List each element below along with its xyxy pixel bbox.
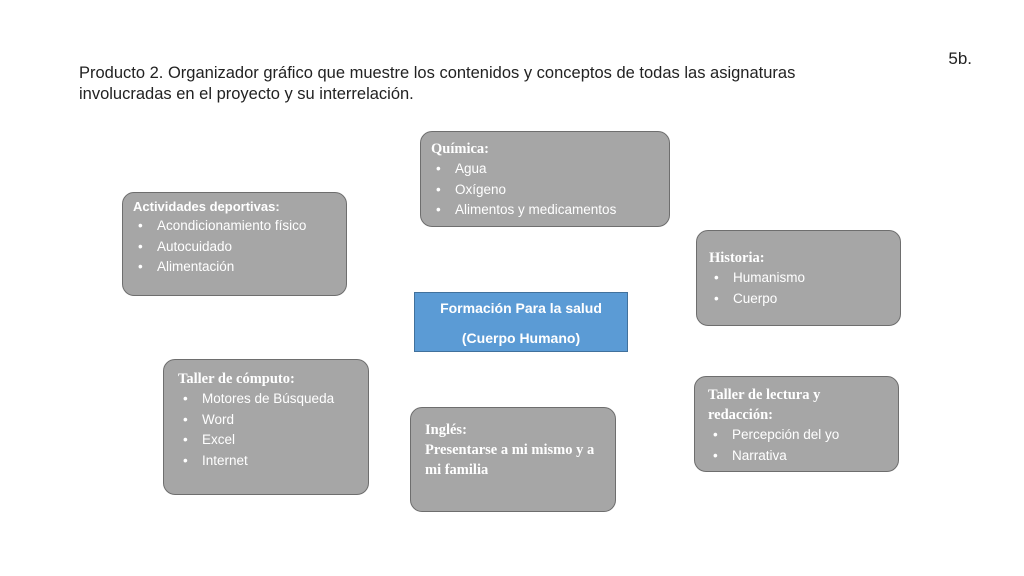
- list-item: • Excel: [178, 430, 358, 451]
- bullet-icon: •: [714, 270, 719, 285]
- bullet-icon: •: [436, 202, 441, 217]
- ingles-title: Inglés:: [425, 422, 467, 438]
- bullet-icon: •: [714, 290, 719, 306]
- list-item: • Motores de Búsqueda: [178, 389, 358, 410]
- bullet-icon: •: [436, 161, 441, 176]
- bullet-icon: •: [183, 432, 188, 447]
- quimica-title: Química:: [431, 141, 489, 157]
- lectura-title: Taller de lectura y redacción:: [708, 387, 821, 423]
- bullet-icon: •: [713, 427, 718, 442]
- list-item: • Narrativa: [708, 446, 888, 467]
- list-item: • Internet: [178, 451, 358, 472]
- list-item: • Acondicionamiento físico: [133, 216, 336, 237]
- list-item: • Oxígeno: [431, 180, 659, 201]
- quimica-box: [420, 131, 670, 227]
- list-item: • Autocuidado: [133, 237, 336, 258]
- list-item: • Cuerpo: [709, 289, 890, 310]
- bullet-icon: •: [138, 238, 143, 254]
- ingles-body: Presentarse a mi mismo y a mi familia: [425, 442, 595, 478]
- list-item: • Humanismo: [709, 268, 890, 289]
- bullet-icon: •: [138, 259, 143, 274]
- list-item: • Percepción del yo: [708, 425, 888, 446]
- lectura-box: [694, 376, 899, 472]
- list-item: • Alimentos y medicamentos: [431, 200, 659, 221]
- historia-box: [696, 230, 901, 326]
- slide-number: 5b.: [948, 49, 972, 68]
- page-heading: Producto 2. Organizador gráfico que muestre los contenidos y conceptos de todas las asignaturas involucradas en el proyecto y su interrelación.: [79, 64, 796, 103]
- computo-title: Taller de cómputo:: [178, 371, 295, 387]
- bullet-icon: •: [138, 218, 143, 233]
- actividades-title: Actividades deportivas:: [133, 199, 280, 214]
- bullet-icon: •: [183, 452, 188, 468]
- central-topic-line2: (Cuerpo Humano): [461, 330, 581, 346]
- central-topic-box: [414, 292, 628, 352]
- historia-title: Historia:: [709, 250, 765, 266]
- list-item: • Alimentación: [133, 257, 336, 278]
- bullet-icon: •: [183, 391, 188, 406]
- bullet-icon: •: [713, 447, 718, 463]
- bullet-icon: •: [436, 181, 441, 197]
- list-item: • Word: [178, 410, 358, 431]
- computo-box: [163, 359, 369, 495]
- central-topic-line1: Formación Para la salud: [440, 300, 602, 316]
- bullet-icon: •: [183, 411, 188, 427]
- actividades-box: [122, 192, 347, 296]
- ingles-box: [410, 407, 616, 512]
- list-item: • Agua: [431, 159, 659, 180]
